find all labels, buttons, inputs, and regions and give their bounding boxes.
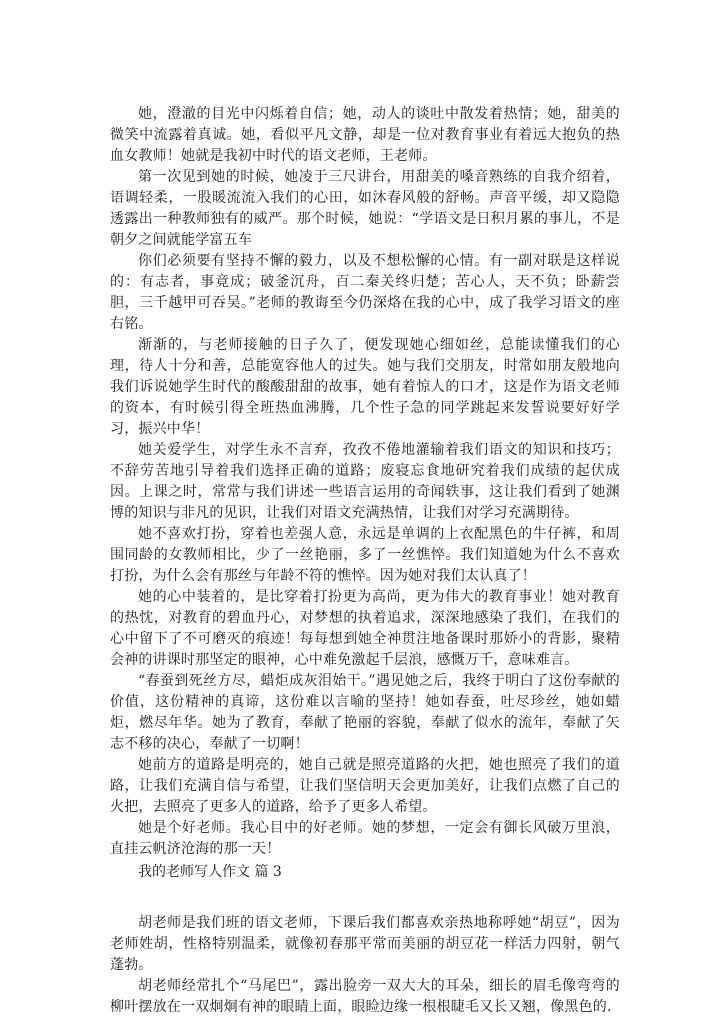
paragraph: 胡老师是我们班的语文老师，下课后我们都喜欢亲热地称呼她“胡豆”，因为老师姓胡，性格特别温柔，就像初春那平常而美丽的胡豆花一样活力四射，朝气蓬勃。: [110, 915, 620, 973]
paragraph: 她是个好老师。我心目中的好老师。她的梦想，一定会有御长风破万里浪，直挂云帆济沧海的那一天！: [110, 820, 620, 857]
paragraph: 渐渐的，与老师接触的日子久了，便发现她心细如丝，总能读懂我们的心理，待人十分和善，总能宽容他人的过失。她与我们交朋友，时常如朋友般地向我们诉说她学生时代的酸酸甜甜的故事，她有着惊人的口才，这是作为语文老师的资本，有时候引得全班热血沸腾，几个性子急的同学跳起来发誓说要好好学习，振兴中华！: [110, 337, 620, 437]
section-heading: 我的老师写人作文 篇 3: [138, 864, 282, 880]
paragraph: 你们必须要有坚持不懈的毅力，以及不想松懈的心情。有一副对联是这样说的：有志者，事竟成；破釜沉舟，百二秦关终归楚；苦心人，天不负；卧薪尝胆，三千越甲可吞吴。”老师的教诲至今仍深烙在我的心中，成了我学习语文的座右铭。: [110, 253, 620, 332]
paragraph: 胡老师经常扎个“马尾巴”，露出脸旁一双大大的耳朵，细长的眉毛像弯弯的柳叶摆放在一双炯炯有神的眼睛上面，眼睑边缘一根根睫毛又长又翘，像黑色的.: [110, 978, 620, 1015]
paragraph: 她，澄澈的目光中闪烁着自信；她，动人的谈吐中散发着热情；她，甜美的微笑中流露着真诚。她，看似平凡文静，却是一位对教育事业有着远大抱负的热血女教师！她就是我初中时代的语文老师，王老师。: [110, 106, 620, 164]
article-body: [110, 104, 620, 860]
paragraph: 她不喜欢打扮，穿着也差强人意，永远是单调的上衣配黑色的牛仔裤，和周围同龄的女教师相比，少了一丝艳丽，多了一丝憔悴。我们知道她为什么不喜欢打扮，为什么会有那丝与年龄不符的憔悴。因为她对我们太认真了！: [110, 526, 620, 584]
paragraph: 她的心中装着的，是比穿着打扮更为高尚，更为伟大的教育事业！她对教育的热忱，对教育的碧血丹心，对梦想的执着追求，深深地感染了我们，在我们的心中留下了不可磨灭的痕迹！每每想到她全神贯注地备课时那娇小的背影，聚精会神的讲课时那坚定的眼神，心中难免激起千层浪，感慨万千，意味难言。: [110, 589, 620, 668]
paragraph: 她前方的道路是明亮的，她自己就是照亮道路的火把，她也照亮了我们的道路，让我们充满自信与希望，让我们坚信明天会更加美好，让我们点燃了自己的火把，去照亮了更多人的道路，给予了更多人希望。: [110, 757, 620, 815]
section-gap: [110, 883, 620, 913]
article-body-section-3: [110, 913, 620, 1018]
paragraph: “春蚕到死丝方尽，蜡炬成灰泪始干。”遇见她之后，我终于明白了这份奉献的价值，这份精神的真谛，这份难以言喻的坚持！她如春蚕，吐尽珍丝，她如蜡炬，燃尽年华。她为了教育，奉献了艳丽的容貌，奉献了似水的流年，奉献了矢志不移的决心，奉献了一切啊！: [110, 673, 620, 752]
paragraph: 第一次见到她的时候，她凌于三尺讲台，用甜美的嗓音熟练的自我介绍着，语调轻柔，一股暖流流入我们的心田，如沐春风般的舒畅。声音平缓，却又隐隐透露出一种教师独有的威严。那个时候，她说：“学语文是日积月累的事儿，不是朝夕之间就能学富五车: [110, 169, 620, 248]
paragraph: 她关爱学生，对学生永不言弃，孜孜不倦地灌输着我们语文的知识和技巧；不辞劳苦地引导着我们选择正确的道路；废寝忘食地研究着我们成绩的起伏成因。上课之时，常常与我们讲述一些语言运用的奇闻轶事，这让我们看到了她渊博的知识与非凡的见识，让我们对语文充满热情，让我们对学习充满期待。: [110, 442, 620, 521]
